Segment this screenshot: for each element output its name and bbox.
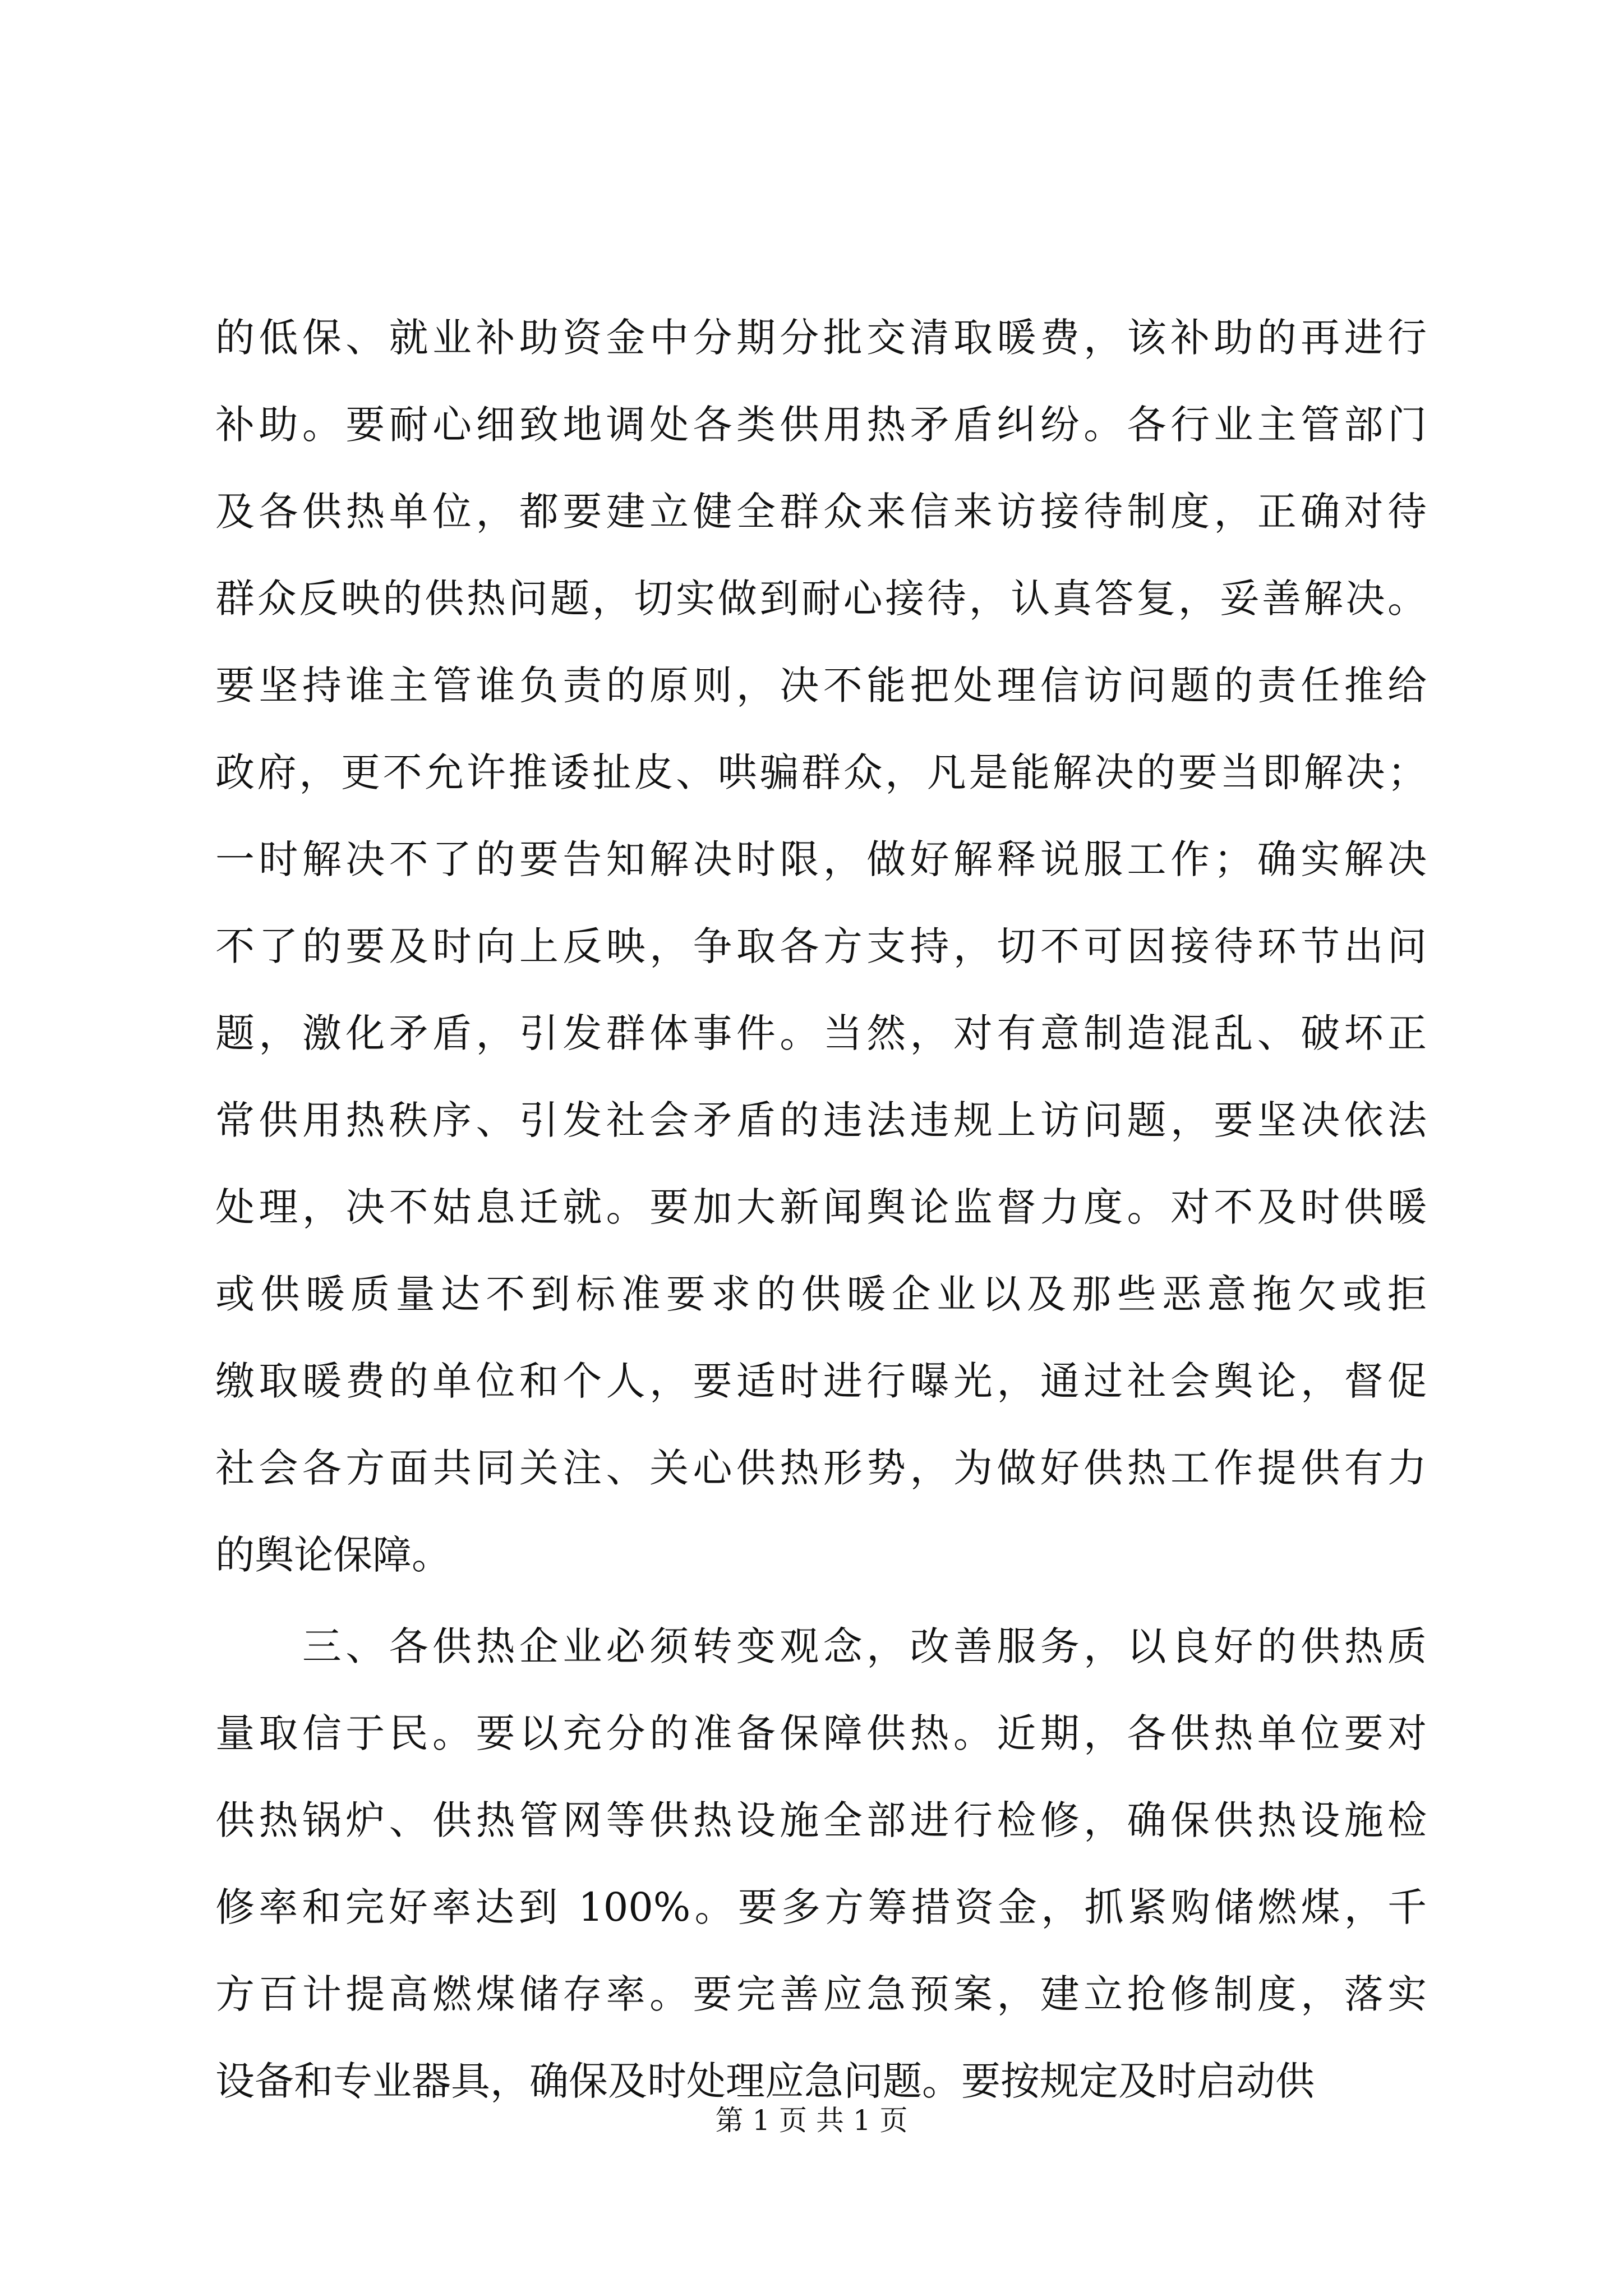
page-footer: 第 1 页 共 1 页 <box>715 2104 908 2137</box>
text-line: 三、各供热企业必须转变观念，改善服务，以良好的供热质 <box>215 1623 1427 1669</box>
text-line: 或供暖质量达不到标准要求的供暖企业以及那些恶意拖欠或拒 <box>215 1271 1427 1317</box>
text-line: 要坚持谁主管谁负责的原则，决不能把处理信访问题的责任推给 <box>215 662 1427 708</box>
text-line: 方百计提高燃煤储存率。要完善应急预案，建立抢修制度，落实 <box>215 1971 1427 2017</box>
text-line: 的舆论保障。 <box>215 1532 451 1578</box>
text-line: 题，激化矛盾，引发群体事件。当然，对有意制造混乱、破坏正 <box>215 1010 1427 1056</box>
paragraph-gap <box>215 1599 1427 1603</box>
document-body <box>215 295 1427 2125</box>
text-line: 设备和专业器具，确保及时处理应急问题。要按规定及时启动供 <box>215 2058 1315 2104</box>
text-line: 修率和完好率达到 100%。要多方筹措资金，抓紧购储燃煤，千 <box>215 1884 1427 1930</box>
text-line: 社会各方面共同关注、关心供热形势，为做好供热工作提供有力 <box>215 1445 1427 1491</box>
text-line: 处理，决不姑息迁就。要加大新闻舆论监督力度。对不及时供暖 <box>215 1184 1427 1230</box>
paragraph <box>215 295 1427 1599</box>
text-line: 供热锅炉、供热管网等供热设施全部进行检修，确保供热设施检 <box>215 1797 1427 1843</box>
text-line: 的低保、就业补助资金中分期分批交清取暖费，该补助的再进行 <box>215 315 1427 361</box>
text-line: 及各供热单位，都要建立健全群众来信来访接待制度，正确对待 <box>215 489 1427 535</box>
text-line: 群众反映的供热问题，切实做到耐心接待，认真答复，妥善解决。 <box>215 576 1427 622</box>
text-line: 常供用热秩序、引发社会矛盾的违法违规上访问题，要坚决依法 <box>215 1097 1427 1143</box>
text-line: 量取信于民。要以充分的准备保障供热。近期，各供热单位要对 <box>215 1710 1427 1756</box>
text-line: 缴取暖费的单位和个人，要适时进行曝光，通过社会舆论，督促 <box>215 1358 1427 1404</box>
text-line: 政府，更不允许推诿扯皮、哄骗群众，凡是能解决的要当即解决； <box>215 749 1427 795</box>
text-line: 一时解决不了的要告知解决时限，做好解释说服工作；确实解决 <box>215 836 1427 882</box>
paragraph <box>215 1603 1427 2125</box>
text-line: 补助。要耐心细致地调处各类供用热矛盾纠纷。各行业主管部门 <box>215 402 1427 448</box>
text-line: 不了的要及时向上反映，争取各方支持，切不可因接待环节出问 <box>215 923 1427 969</box>
